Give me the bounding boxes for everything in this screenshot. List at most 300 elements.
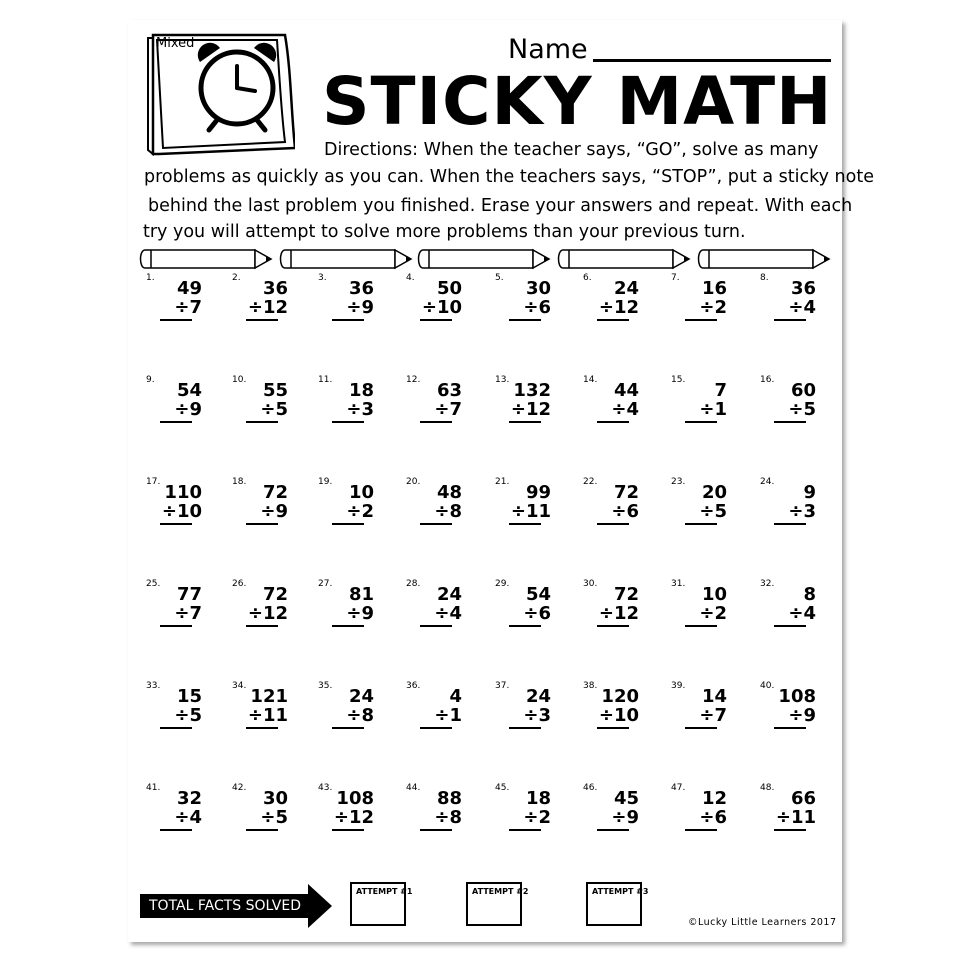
divisor: ÷4: [174, 807, 202, 828]
problem-number: 39.: [671, 681, 686, 691]
dividend: 10: [348, 482, 374, 503]
answer-line[interactable]: [597, 319, 629, 321]
dividend: 54: [176, 380, 202, 401]
problem-item: [495, 783, 585, 873]
problem-number: 9.: [146, 375, 155, 385]
dividend: 110: [164, 482, 202, 503]
divisor: ÷4: [611, 399, 639, 420]
problem-number: 19.: [318, 477, 333, 487]
problem-number: 38.: [583, 681, 598, 691]
divisor: ÷6: [611, 501, 639, 522]
problem-number: 5.: [495, 273, 504, 283]
answer-line[interactable]: [420, 319, 452, 321]
answer-line[interactable]: [509, 421, 541, 423]
problem-item: [760, 579, 850, 669]
problem-item: [495, 375, 585, 465]
answer-line[interactable]: [332, 625, 364, 627]
divisor: ÷12: [333, 807, 374, 828]
problem-item: [671, 375, 761, 465]
answer-line[interactable]: [160, 421, 192, 423]
problem-item: [583, 273, 673, 363]
divisor: ÷11: [775, 807, 816, 828]
answer-line[interactable]: [160, 319, 192, 321]
divisor: ÷12: [598, 297, 639, 318]
divisor: ÷2: [523, 807, 551, 828]
dividend: 24: [525, 686, 551, 707]
divisor: ÷3: [523, 705, 551, 726]
problem-number: 16.: [760, 375, 775, 385]
problem-stack: [158, 279, 202, 317]
divisor: ÷2: [699, 297, 727, 318]
problem-number: 46.: [583, 783, 598, 793]
problem-stack: [683, 483, 727, 521]
dividend: 8: [803, 584, 816, 605]
answer-line[interactable]: [774, 523, 806, 525]
problem-item: [671, 579, 761, 669]
answer-line[interactable]: [332, 523, 364, 525]
answer-line[interactable]: [597, 829, 629, 831]
problem-number: 7.: [671, 273, 680, 283]
dividend: 50: [436, 278, 462, 299]
problem-number: 45.: [495, 783, 510, 793]
problem-item: [232, 477, 322, 567]
divisor: ÷11: [510, 501, 551, 522]
dividend: 49: [176, 278, 202, 299]
problem-item: [406, 375, 496, 465]
pencil-divider-icon: [277, 248, 413, 270]
divisor: ÷8: [434, 501, 462, 522]
problem-item: [760, 681, 850, 771]
problem-number: 28.: [406, 579, 421, 589]
attempt-3-box[interactable]: [586, 882, 649, 926]
problem-number: 18.: [232, 477, 247, 487]
problem-stack: [244, 381, 288, 419]
answer-line[interactable]: [420, 421, 452, 423]
answer-line[interactable]: [597, 727, 629, 729]
problem-stack: [330, 279, 374, 317]
divisor: ÷5: [788, 399, 816, 420]
dividend: 60: [790, 380, 816, 401]
problem-number: 24.: [760, 477, 775, 487]
problem-number: 15.: [671, 375, 686, 385]
problem-number: 36.: [406, 681, 421, 691]
divisor: ÷10: [161, 501, 202, 522]
attempt-2-label: ATTEMPT #2: [472, 887, 529, 896]
problem-item: [318, 273, 408, 363]
dividend: 30: [525, 278, 551, 299]
problem-item: [583, 681, 673, 771]
dividend: 72: [262, 584, 288, 605]
dividend: 81: [348, 584, 374, 605]
divisor: ÷5: [699, 501, 727, 522]
problem-stack: [158, 687, 202, 725]
problem-number: 4.: [406, 273, 415, 283]
dividend: 16: [701, 278, 727, 299]
name-label: Name: [508, 34, 588, 65]
problem-item: [406, 579, 496, 669]
divisor: ÷12: [510, 399, 551, 420]
problem-stack: [595, 585, 639, 623]
problem-item: [760, 477, 850, 567]
problem-item: [318, 579, 408, 669]
answer-line[interactable]: [420, 829, 452, 831]
problem-number: 40.: [760, 681, 775, 691]
answer-line[interactable]: [685, 523, 717, 525]
problem-stack: [244, 687, 288, 725]
problem-number: 42.: [232, 783, 247, 793]
problem-stack: [595, 279, 639, 317]
problem-stack: [418, 789, 462, 827]
divisor: ÷10: [421, 297, 462, 318]
problem-item: [232, 273, 322, 363]
problem-number: 6.: [583, 273, 592, 283]
dividend: 72: [262, 482, 288, 503]
problem-stack: [330, 483, 374, 521]
divisor: ÷7: [434, 399, 462, 420]
problem-item: [146, 681, 236, 771]
dividend: 9: [803, 482, 816, 503]
divisor: ÷9: [260, 501, 288, 522]
problem-number: 3.: [318, 273, 327, 283]
divisor: ÷6: [699, 807, 727, 828]
directions-line-2: problems as quickly as you can. When the teachers says, “STOP”, put a sticky note: [144, 167, 874, 187]
divisor: ÷12: [247, 297, 288, 318]
problem-item: [232, 579, 322, 669]
divisor: ÷5: [260, 399, 288, 420]
answer-line[interactable]: [509, 727, 541, 729]
mixed-tag: Mixed: [156, 36, 195, 51]
problem-stack: [683, 585, 727, 623]
divisor: ÷10: [598, 705, 639, 726]
problem-item: [232, 681, 322, 771]
attempt-3-label: ATTEMPT #3: [592, 887, 649, 896]
problem-stack: [595, 483, 639, 521]
dividend: 99: [525, 482, 551, 503]
dividend: 14: [701, 686, 727, 707]
pencil-divider-icon: [415, 248, 551, 270]
directions-line-4: try you will attempt to solve more problems than your previous turn.: [143, 222, 746, 242]
problem-item: [406, 477, 496, 567]
divisor: ÷5: [174, 705, 202, 726]
answer-line[interactable]: [332, 727, 364, 729]
problem-item: [583, 477, 673, 567]
problem-number: 14.: [583, 375, 598, 385]
answer-line[interactable]: [597, 523, 629, 525]
answer-line[interactable]: [246, 625, 278, 627]
answer-line[interactable]: [509, 625, 541, 627]
dividend: 66: [790, 788, 816, 809]
answer-line[interactable]: [160, 523, 192, 525]
dividend: 36: [348, 278, 374, 299]
problem-item: [406, 273, 496, 363]
answer-line[interactable]: [685, 319, 717, 321]
problem-number: 23.: [671, 477, 686, 487]
problem-item: [318, 783, 408, 873]
problem-item: [671, 477, 761, 567]
answer-line[interactable]: [332, 319, 364, 321]
divisor: ÷4: [788, 297, 816, 318]
problem-item: [583, 375, 673, 465]
divisor: ÷5: [260, 807, 288, 828]
problem-item: [406, 783, 496, 873]
problem-stack: [244, 585, 288, 623]
divisor: ÷2: [699, 603, 727, 624]
answer-line[interactable]: [246, 727, 278, 729]
dividend: 120: [601, 686, 639, 707]
answer-line[interactable]: [774, 727, 806, 729]
problem-number: 41.: [146, 783, 161, 793]
problem-item: [760, 273, 850, 363]
divisor: ÷1: [434, 705, 462, 726]
problem-number: 27.: [318, 579, 333, 589]
dividend: 108: [778, 686, 816, 707]
problem-item: [318, 375, 408, 465]
problem-item: [495, 273, 585, 363]
divisor: ÷9: [346, 297, 374, 318]
problem-number: 32.: [760, 579, 775, 589]
dividend: 108: [336, 788, 374, 809]
problem-number: 35.: [318, 681, 333, 691]
problem-number: 26.: [232, 579, 247, 589]
answer-line[interactable]: [774, 625, 806, 627]
dividend: 18: [525, 788, 551, 809]
answer-line[interactable]: [420, 625, 452, 627]
problem-stack: [507, 381, 551, 419]
divisor: ÷7: [174, 603, 202, 624]
problem-stack: [244, 789, 288, 827]
answer-line[interactable]: [597, 625, 629, 627]
answer-line[interactable]: [246, 319, 278, 321]
problem-number: 22.: [583, 477, 598, 487]
divisor: ÷9: [611, 807, 639, 828]
divisor: ÷11: [247, 705, 288, 726]
problem-stack: [772, 381, 816, 419]
problem-item: [146, 273, 236, 363]
dividend: 36: [790, 278, 816, 299]
problem-stack: [772, 789, 816, 827]
problem-item: [583, 579, 673, 669]
divisor: ÷6: [523, 297, 551, 318]
problem-stack: [330, 789, 374, 827]
total-facts-label: TOTAL FACTS SOLVED: [149, 898, 301, 914]
page-title: STICKY MATH: [322, 63, 833, 140]
problem-item: [146, 579, 236, 669]
problem-stack: [595, 789, 639, 827]
answer-line[interactable]: [685, 625, 717, 627]
problem-item: [406, 681, 496, 771]
directions-line-1: Directions: When the teacher says, “GO”, solve as many: [324, 140, 819, 160]
pencil-divider-icon: [137, 248, 273, 270]
problem-stack: [772, 687, 816, 725]
divisor: ÷7: [699, 705, 727, 726]
problem-number: 30.: [583, 579, 598, 589]
problem-stack: [244, 483, 288, 521]
problem-stack: [507, 687, 551, 725]
problem-stack: [330, 687, 374, 725]
problem-item: [760, 375, 850, 465]
problem-number: 29.: [495, 579, 510, 589]
answer-line[interactable]: [420, 727, 452, 729]
problem-stack: [683, 789, 727, 827]
problem-stack: [772, 585, 816, 623]
divisor: ÷1: [699, 399, 727, 420]
dividend: 24: [348, 686, 374, 707]
divisor: ÷12: [598, 603, 639, 624]
divisor: ÷4: [788, 603, 816, 624]
dividend: 63: [436, 380, 462, 401]
problem-stack: [683, 279, 727, 317]
dividend: 15: [176, 686, 202, 707]
problem-number: 25.: [146, 579, 161, 589]
problem-stack: [158, 585, 202, 623]
problem-number: 2.: [232, 273, 241, 283]
answer-line[interactable]: [774, 421, 806, 423]
problem-stack: [507, 279, 551, 317]
divisor: ÷9: [788, 705, 816, 726]
answer-line[interactable]: [420, 523, 452, 525]
problem-stack: [507, 585, 551, 623]
problem-stack: [683, 381, 727, 419]
problem-stack: [595, 687, 639, 725]
dividend: 24: [613, 278, 639, 299]
dividend: 10: [701, 584, 727, 605]
directions-line-3: behind the last problem you finished. Erase your answers and repeat. With each: [148, 196, 853, 216]
pencil-divider-icon: [695, 248, 831, 270]
pencil-divider-icon: [555, 248, 691, 270]
problem-stack: [772, 279, 816, 317]
divisor: ÷9: [346, 603, 374, 624]
problem-number: 20.: [406, 477, 421, 487]
problem-item: [495, 579, 585, 669]
copyright-text: ©Lucky Little Learners 2017: [688, 917, 837, 928]
problem-number: 47.: [671, 783, 686, 793]
problem-number: 11.: [318, 375, 333, 385]
problem-stack: [418, 585, 462, 623]
attempt-1-label: ATTEMPT #1: [356, 887, 413, 896]
problem-stack: [595, 381, 639, 419]
answer-line[interactable]: [160, 625, 192, 627]
problem-number: 44.: [406, 783, 421, 793]
attempt-2-box[interactable]: [466, 882, 529, 926]
dividend: 44: [613, 380, 639, 401]
dividend: 72: [613, 482, 639, 503]
dividend: 55: [262, 380, 288, 401]
answer-line[interactable]: [774, 319, 806, 321]
dividend: 18: [348, 380, 374, 401]
problem-item: [495, 477, 585, 567]
problem-stack: [158, 483, 202, 521]
problem-number: 48.: [760, 783, 775, 793]
problem-number: 37.: [495, 681, 510, 691]
divisor: ÷3: [346, 399, 374, 420]
problem-stack: [158, 381, 202, 419]
problem-stack: [158, 789, 202, 827]
problem-stack: [244, 279, 288, 317]
answer-line[interactable]: [685, 829, 717, 831]
divisor: ÷8: [346, 705, 374, 726]
dividend: 32: [176, 788, 202, 809]
problem-number: 31.: [671, 579, 686, 589]
problem-number: 17.: [146, 477, 161, 487]
problem-number: 34.: [232, 681, 247, 691]
problem-stack: [330, 585, 374, 623]
problem-item: [146, 375, 236, 465]
answer-line[interactable]: [509, 829, 541, 831]
dividend: 72: [613, 584, 639, 605]
problem-item: [760, 783, 850, 873]
divisor: ÷9: [174, 399, 202, 420]
dividend: 54: [525, 584, 551, 605]
divisor: ÷8: [434, 807, 462, 828]
answer-line[interactable]: [246, 523, 278, 525]
answer-line[interactable]: [685, 421, 717, 423]
divisor: ÷6: [523, 603, 551, 624]
answer-line[interactable]: [160, 727, 192, 729]
problem-item: [232, 375, 322, 465]
dividend: 20: [701, 482, 727, 503]
problem-number: 10.: [232, 375, 247, 385]
problem-item: [671, 273, 761, 363]
problem-stack: [418, 687, 462, 725]
answer-line[interactable]: [332, 829, 364, 831]
answer-line[interactable]: [685, 727, 717, 729]
problem-stack: [418, 381, 462, 419]
dividend: 7: [714, 380, 727, 401]
answer-line[interactable]: [774, 829, 806, 831]
divisor: ÷4: [434, 603, 462, 624]
answer-line[interactable]: [246, 829, 278, 831]
problem-stack: [418, 279, 462, 317]
problem-item: [146, 477, 236, 567]
problem-item: [232, 783, 322, 873]
answer-line[interactable]: [509, 319, 541, 321]
dividend: 4: [449, 686, 462, 707]
dividend: 30: [262, 788, 288, 809]
dividend: 121: [250, 686, 288, 707]
problem-number: 1.: [146, 273, 155, 283]
problem-stack: [683, 687, 727, 725]
problem-number: 43.: [318, 783, 333, 793]
problem-number: 13.: [495, 375, 510, 385]
problem-item: [495, 681, 585, 771]
problem-stack: [772, 483, 816, 521]
problem-item: [146, 783, 236, 873]
dividend: 45: [613, 788, 639, 809]
answer-line[interactable]: [332, 421, 364, 423]
problem-stack: [507, 789, 551, 827]
answer-line[interactable]: [246, 421, 278, 423]
divisor: ÷7: [174, 297, 202, 318]
dividend: 48: [436, 482, 462, 503]
dividend: 77: [176, 584, 202, 605]
problem-stack: [330, 381, 374, 419]
answer-line[interactable]: [509, 523, 541, 525]
problem-number: 8.: [760, 273, 769, 283]
problem-number: 21.: [495, 477, 510, 487]
problem-item: [318, 477, 408, 567]
answer-line[interactable]: [597, 421, 629, 423]
answer-line[interactable]: [160, 829, 192, 831]
divisor: ÷2: [346, 501, 374, 522]
dividend: 36: [262, 278, 288, 299]
name-input-line[interactable]: [593, 59, 831, 62]
divisor: ÷12: [247, 603, 288, 624]
attempt-1-box[interactable]: [350, 882, 413, 926]
problem-item: [318, 681, 408, 771]
problem-item: [671, 783, 761, 873]
problem-number: 12.: [406, 375, 421, 385]
dividend: 132: [513, 380, 551, 401]
